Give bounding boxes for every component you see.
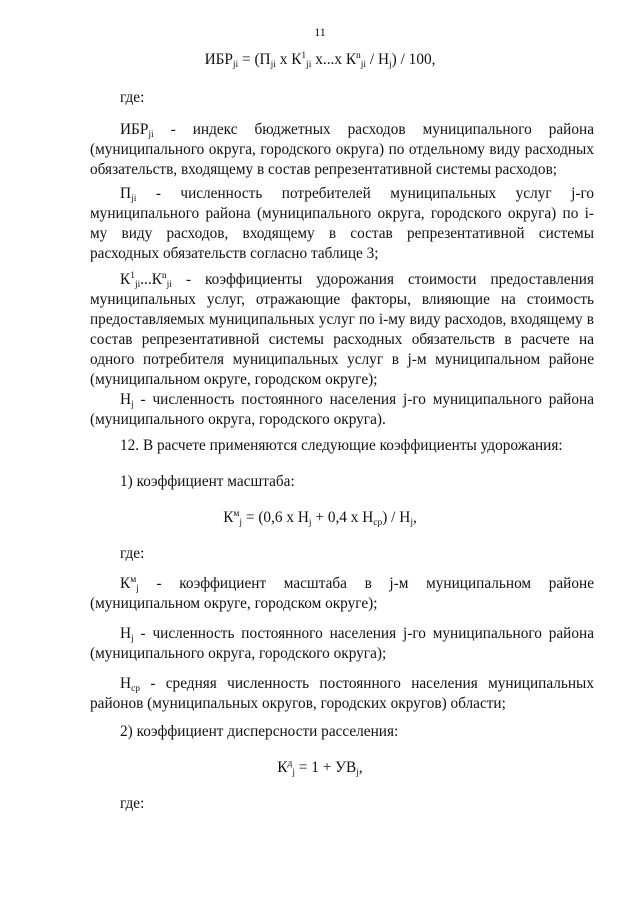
where-label: где: (120, 795, 145, 812)
definition-n-2: $Н_j$ - численность постоянного населения j-го муниципального района (муниципального округа, городского округа); (90, 625, 594, 662)
where-label: где: (120, 89, 145, 106)
where-label: где: (120, 545, 145, 562)
definition-k: $К^1_{ji}...К^n_{ji}$ - коэффициенты удорожания стоимости предоставления муниципальных услуг, отражающие факторы, влияющие на стоимость предоставляемых муниципальных услуг по i-му виду расходов, входящему в состав репрезентативной системы расходных обязательств в расчете на одного потребителя муниципальных услуг в j-м муниципальном районе (муниципальном округе, городском округе); (90, 271, 594, 388)
item-2-dispersion-coefficient: 2) коэффициент дисперсности расселения: (120, 723, 399, 740)
formula-dispersion-coefficient: $К^д_j = 1 + УВ_j$, (277, 759, 363, 778)
item-12: 12. В расчете применяются следующие коэффициенты удорожания: (120, 437, 563, 454)
definition-n: $Н_j$ - численность постоянного населения j-го муниципального района (муниципального округа, городского округа). (90, 391, 594, 428)
page-number: 11 (314, 25, 326, 39)
formula-budget-index: $ИБР_{ji} = (П_{ji}$ х $К^1_{ji}$ х...х $К^n_{ji} / Н_j) / 100$, (204, 51, 436, 70)
definition-ibr: $ИБР_{ji}$ - индекс бюджетных расходов муниципального района (муниципального округа, городского округа) по отдельному виду расходных обязательств, входящему в состав репрезентативной системы расходов; (90, 121, 594, 178)
definition-km: $К^м_j$ - коэффициент масштаба в j-м муниципальном районе (муниципальном округе, городском округе); (90, 575, 594, 612)
item-1-scale-coefficient: 1) коэффициент масштаба: (120, 473, 295, 490)
definition-p: $П_{ji}$ - численность потребителей муниципальных услуг j-го муниципального района (муниципального округа, городского округа) по i-му виду расходов, входящему в состав репрезентативной системы расходных обязательств согласно таблице 3; (90, 185, 594, 262)
definition-n-average: $Н_{ср}$ - средняя численность постоянного населения муниципальных районов (муниципальных округов, городских округов) области; (90, 675, 594, 712)
formula-scale-coefficient: $К^м_j = (0,6$ х $Н_j + 0,4$ х $Н_{ср}) / Н_j$, (223, 509, 417, 528)
